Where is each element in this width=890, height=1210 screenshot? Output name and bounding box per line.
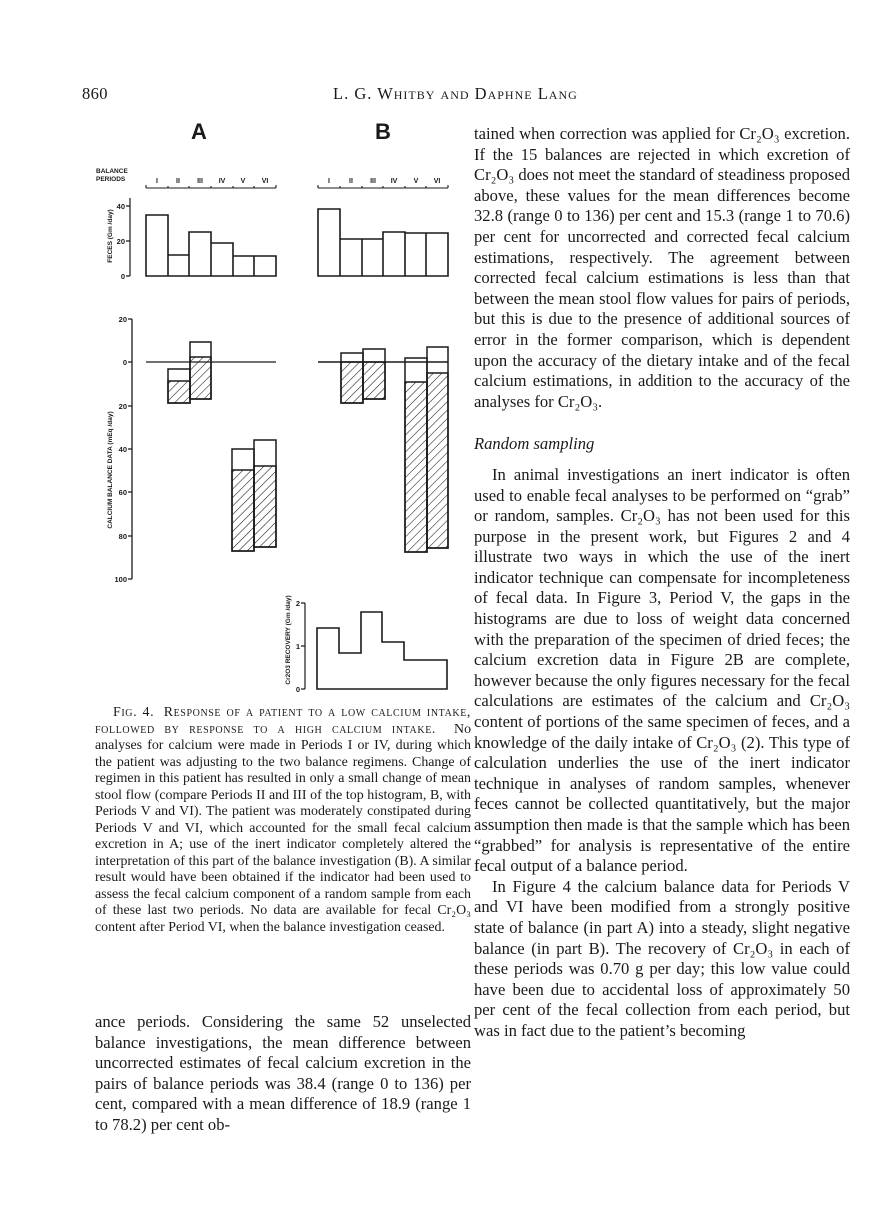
svg-text:20: 20 [118, 315, 127, 324]
feces-histogram-b [318, 209, 448, 276]
svg-text:20: 20 [118, 402, 127, 411]
svg-text:0: 0 [122, 358, 127, 367]
period-bracket-b [318, 185, 448, 188]
figure-caption [95, 705, 471, 936]
svg-text:80: 80 [118, 532, 127, 541]
cr2o3-y-axis [301, 603, 305, 689]
svg-text:III: III [370, 178, 376, 185]
panel-label-a: A [191, 119, 207, 144]
calcium-tick-labels [114, 315, 127, 584]
svg-text:II: II [349, 178, 353, 185]
svg-text:40: 40 [118, 445, 127, 454]
paragraph: tained when correction was applied for Cr₂O₃ excretion. If the 15 balances are rejected in which excretion of Cr₂O₃ does not meet the standard of steadiness proposed above, these values for the mean differences become 32.8 (range 0 to 136) per cent and 15.3 (range 1 to 70.6) per cent for uncorrected and corrected fecal calcium estimations, respectively. The agreement between corrected fecal calcium estimations is less than that between the mean stool flow values for pairs of periods, but this is due to the presence of additional sources of error in the former comparison, which is dependent upon the accuracy of the dietary intake and of the fecal calcium estimations, in addition to the accuracy of the analyses for Cr₂O₃. [474, 124, 850, 411]
svg-text:I: I [328, 178, 330, 185]
svg-text:0: 0 [120, 272, 125, 281]
svg-text:V: V [413, 178, 419, 185]
paragraph: In Figure 4 the calcium balance data for Periods V and VI have been modified from a strongly positive state of balance (in part A) into a steady, slight negative balance (in part B). The recovery of Cr₂O₃ in each of these periods was 0.70 g per day; this low value could have been due to accidental loss of approximately 50 per cent of the fecal collection from each period, but was in fact due to the patient’s becoming [474, 876, 850, 1040]
feces-y-axis [126, 198, 130, 276]
calcium-axis-label: CALCIUM BALANCE DATA (mEq /day) [107, 411, 114, 529]
svg-text:VI: VI [261, 178, 269, 185]
section-heading: Random sampling [474, 434, 595, 454]
calcium-bars-b [341, 347, 448, 552]
calcium-bars-a [168, 342, 276, 551]
calcium-y-axis [128, 319, 132, 579]
period-labels-b [328, 178, 440, 185]
feces-axis-label: FECES (Gm /day) [107, 209, 114, 263]
balance-periods-label-1: BALANCE [96, 168, 128, 175]
caption-title: Response of a patient to a low calcium intake, followed by response to a high calcium intake. [95, 705, 471, 737]
svg-text:II: II [176, 178, 180, 185]
panel-label-b: B [375, 119, 391, 144]
svg-text:20: 20 [116, 237, 125, 246]
cr2o3-histogram [317, 612, 447, 689]
svg-text:III: III [197, 178, 203, 185]
period-bracket-a [146, 185, 276, 188]
running-title: L. G. Whitby and Daphne Lang [333, 84, 578, 103]
balance-periods-label-2: PERIODS [96, 176, 126, 183]
page-number: 860 [82, 84, 108, 103]
svg-text:IV: IV [390, 178, 398, 185]
svg-text:VI: VI [433, 178, 441, 185]
caption-label: Fig. 4. [113, 705, 155, 720]
svg-text:60: 60 [118, 488, 127, 497]
paragraph: ance periods. Considering the same 52 unselected balance investigations, the mean difference between uncorrected estimates of fecal calcium excretion in the pairs of balance periods was 38.4 (range 0 to 136) per cent, compared with a mean difference of 18.9 (range 1 to 78.2) per cent ob- [95, 1012, 471, 1134]
feces-tick-labels [117, 202, 125, 281]
cr2o3-tick-labels [296, 599, 300, 694]
svg-text:1: 1 [295, 642, 300, 651]
svg-text:2: 2 [295, 599, 300, 608]
svg-text:100: 100 [114, 575, 127, 584]
caption-body: No analyses for calcium were made in Periods I or IV, during which the patient was adjusting to the two balance regimens. Change of regimen in this patient has resulted in only a small change of mean stool flow (compare Periods II and III of the top histogram, B, with Periods V and VI). The patient was moderately constipated during Periods V and VI, which accounted for the small fecal calcium excretion in A; use of the inert indicator completely altered the interpretation of this part of the balance investigation (B). A similar result would have been obtained if the indicator had been used to assess the fecal calcium component of a random sample from each of these last two periods. No data are available for fecal Cr₂O₃ content after Period VI, when the balance investigation ceased. [95, 721, 472, 935]
svg-text:V: V [240, 178, 246, 185]
cr2o3-axis-label: Cr2O3 RECOVERY (Gm /day) [285, 595, 292, 685]
feces-histogram-a [146, 215, 276, 276]
right-column-text [474, 124, 850, 1042]
paragraph: In animal investigations an inert indicator is often used to enable fecal analyses to be performed on “grab” or random, samples. Cr₂O₃ has not been used for this purpose in the present work, but Figures 2 and 4 illustrate two ways in which the use of the inert indicator technique can compensate for incompleteness of fecal data. In Figure 3, Period V, the gaps in the histograms are due to loss of weight data concerned with the preparation of the specimen of dried feces; the calcium excretion data in Figure 2B are complete, however because the only figures necessary for the fecal calculations are estimates of the calcium and Cr₂O₃ content of portions of the same specimen of feces, and a knowledge of the daily intake of Cr₂O₃ (2). This type of calculation underlies the use of the inert indicator technique in analyses of random samples, whenever feces cannot be collected quantitatively, but the major assumption then made is that the sample which has been “grabbed” for analysis is representative of the entire fecal output of a balance period. [474, 464, 850, 876]
figure-4 [0, 0, 480, 700]
svg-text:40: 40 [116, 202, 125, 211]
left-column-text [95, 1012, 471, 1136]
svg-text:IV: IV [218, 178, 226, 185]
svg-text:I: I [156, 178, 158, 185]
period-labels-a [156, 178, 268, 185]
svg-text:0: 0 [295, 685, 300, 694]
